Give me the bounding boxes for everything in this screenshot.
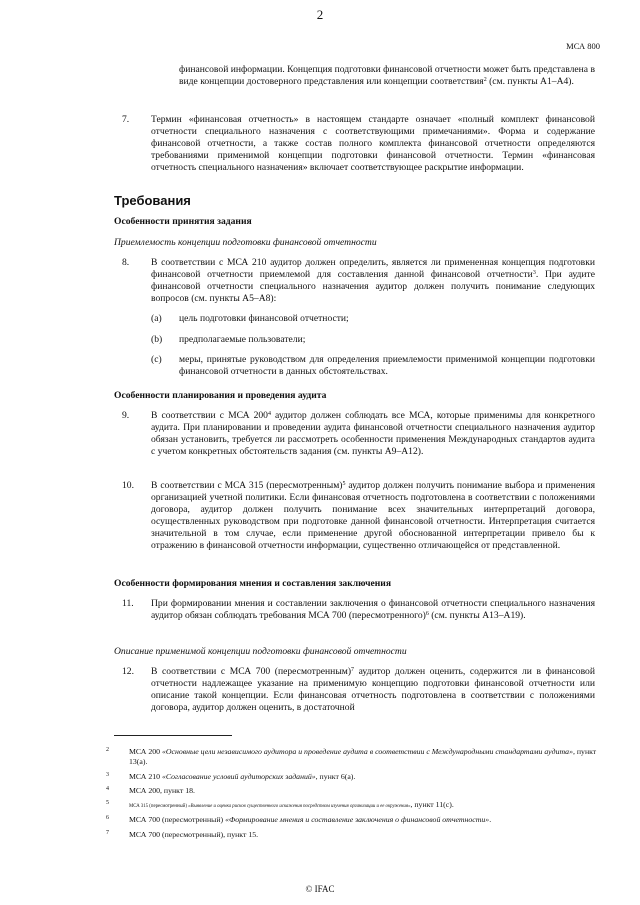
footnote-mark: 2 — [106, 747, 109, 753]
continuation-paragraph: финансовой информации. Концепция подготовки финансовой отчетности может быть представлена в виде концепции достоверного представления или концепции соответствия$^2$ (см. пункты А1–А4). — [179, 64, 595, 87]
standard-code: МСА 800 — [566, 41, 600, 51]
subsection-heading: Особенности принятия задания — [114, 216, 252, 227]
list-item: меры, принятые руководством для определения приемлемости применимой концепции подготовки финансовой отчетности в данных обстоятельствах. — [179, 354, 595, 377]
subsection-heading: Особенности планирования и проведения аудита — [114, 390, 327, 401]
paragraph-10: В соответствии с МСА 315 (пересмотренным)$^5$ аудитор должен получить понимание выбора и применения организацией учетной политики. Если финансовая отчетность подготовлена в соответствии с положениями договора, аудитор должен получить понимание всех значительных интерпретаций договора, осуществленных руководством при подготовке данной финансовой отчетности. Интерпретация считается значительной в том случае, если применение другой обоснованной интерпретации привело бы к отражению в финансовой отчетности информации, существенно отличающейся от представленной. — [151, 480, 595, 551]
paragraph-number: 8. — [122, 257, 130, 268]
footnote-ref: 6 — [425, 611, 429, 617]
subsection-heading: Особенности формирования мнения и составления заключения — [114, 578, 392, 589]
footnote-ref: 4 — [267, 411, 271, 417]
paragraph-number: 12. — [122, 666, 134, 677]
list-item: предполагаемые пользователи; — [179, 334, 306, 345]
footnote-ref: 7 — [351, 667, 355, 673]
paragraph-9: В соответствии с МСА $200^4$ аудитор должен соблюдать все МСА, которые применимы для конкретного аудита. При планировании и проведении аудита финансовой отчетности специального назначения аудитор обязан установить, требуется ли рассмотреть особенности применения Международных стандартов аудита с учетом конкретных обстоятельств задания (см. пункты А9–А12). — [151, 410, 595, 457]
footnote-ref: 3 — [532, 270, 536, 276]
document-page: 2 МСА 800 финансовой информации. Концепция подготовки финансовой отчетности может быть представлена в виде концепции достоверного представления или концепции соответствия$^2$ (см. пункты А1–А4). 7. Термин «финансовая отчетность» в настоящем стандарте означает «полный комплект финансовой отчетности специального назначения с соответствующими примечаниями». Форма и содержание финансовой отчетности, а также состав полного комплекта финансовой отчетности определяются требованиями применимой концепции подготовки финансовой отчетности. Термин «финансовая отчетность специального назначения» включает соответствующее раскрытие информации. Требования Особенности принятия задания Приемлемость концепции подготовки финансовой отчетности 8. В соответствии с МСА 210 аудитор должен определить, является ли примененная концепция подготовки финансовой отчетности приемлемой для составления данной финансовой отчетности$^3$. При аудите финансовой отчетности специального назначения аудитор должен получить понимание следующих вопросов (см. пункты А5–А8): (a) цель подготовки финансовой отчетности; (b) предполагаемые пользователи; (c) меры, принятые руководством для определения приемлемости применимой концепции подготовки финансовой отчетности в данных обстоятельствах. Особенности планирования и проведения аудита 9. В соответствии с МСА $200^4$ аудитор должен соблюдать все МСА, которые применимы для конкретного аудита. При планировании и проведении аудита финансовой отчетности специального назначения аудитор обязан установить, требуется ли рассмотреть особенности применения Международных стандартов аудита с учетом конкретных обстоятельств задания (см. пункты А9–А12). 10. В соответствии с МСА 315 (пересмотренным)$^5$ аудитор должен получить понимание выбора и применения организацией учетной политики. Если финансовая отчетность подготовлена в соответствии с положениями договора, аудитор должен получить понимание всех значительных интерпретаций договора, осуществленных руководством при подготовке данной финансовой отчетности. Интерпретация считается значительной в том случае, если применение другой обоснованной интерпретации привело бы к отражению в финансовой отчетности информации, существенно отличающейся от представленной. Особенности формирования мнения и составления заключения 11. При формировании мнения и составлении заключения о финансовой отчетности специального назначения аудитор обязан соблюдать требования МСА 700 (пересмотренного)$^6$ (см. пункты А13–А19). Описание применимой концепции подготовки финансовой отчетности 12. В соответствии с МСА 700 (пересмотренным)$^7$ аудитор должен оценить, содержится ли в финансовой отчетности надлежащее указание на применимую концепцию подготовки финансовой отчетности или описание такой концепции. Если финансовая отчетность подготовлена в соответствии с положениями договора, аудитор должен оценить, в достаточной 2 МСА 200 «Основные цели независимого аудитора и проведение аудита в соответствии с Международными стандартами аудита», пункт 13(а). 3 МСА 210 «Согласование условий аудиторских заданий», пункт 6(а). 4 МСА 200, пункт 18. 5 МСА 315 (пересмотренный) «Выявление и оценка рисков существенного искажения посредством изучения организации и ее окружения», пункт 11(c). 6 МСА 700 (пересмотренный) «Формирование мнения и составление заключения о финансовой отчетности». 7 МСА 700 (пересмотренный), пункт 15. © IFAC — [0, 0, 640, 905]
paragraph-7: Термин «финансовая отчетность» в настоящем стандарте означает «полный комплект финансовой отчетности специального назначения с соответствующими примечаниями». Форма и содержание финансовой отчетности, а также состав полного комплекта финансовой отчетности определяются требованиями применимой концепции подготовки финансовой отчетности. Термин «финансовая отчетность специального назначения» включает соответствующее раскрытие информации. — [151, 114, 595, 173]
footnote-mark: 3 — [106, 772, 109, 778]
footnote-ref: 2 — [483, 77, 487, 83]
paragraph-number: 10. — [122, 480, 134, 491]
paragraph-number: 7. — [122, 114, 130, 125]
paragraph-12: В соответствии с МСА 700 (пересмотренным)$^7$ аудитор должен оценить, содержится ли в финансовой отчетности надлежащее указание на применимую концепцию подготовки финансовой отчетности или описание такой концепции. Если финансовая отчетность подготовлена в соответствии с положениями договора, аудитор должен оценить, в достаточной — [151, 666, 595, 713]
list-item: цель подготовки финансовой отчетности; — [179, 313, 349, 324]
page-number: 2 — [316, 7, 324, 22]
footnote-ref: 5 — [342, 481, 346, 487]
paragraph-number: 9. — [122, 410, 130, 421]
list-item-label: (b) — [151, 334, 163, 345]
list-item-label: (a) — [151, 313, 162, 324]
footnote-mark: 5 — [106, 800, 109, 806]
subsection-subheading: Приемлемость концепции подготовки финансовой отчетности — [114, 237, 377, 248]
paragraph-8: В соответствии с МСА 210 аудитор должен определить, является ли примененная концепция подготовки финансовой отчетности приемлемой для составления данной финансовой отчетности$^3$. При аудите финансовой отчетности специального назначения аудитор должен получить понимание следующих вопросов (см. пункты А5–А8): — [151, 257, 596, 304]
paragraph-11: При формировании мнения и составлении заключения о финансовой отчетности специального назначения аудитор обязан соблюдать требования МСА 700 (пересмотренного)$^6$ (см. пункты А13–А19). — [151, 598, 595, 621]
list-item-label: (c) — [151, 354, 162, 365]
subsection-subheading: Описание применимой концепции подготовки финансовой отчетности — [114, 646, 407, 657]
paragraph-number: 11. — [122, 598, 134, 609]
footnote-mark: 7 — [106, 830, 109, 836]
footnote-separator — [114, 735, 232, 736]
section-heading: Требования — [114, 193, 191, 208]
footnote-mark: 4 — [106, 786, 109, 792]
copyright: © IFAC — [305, 884, 335, 894]
footnote-mark: 6 — [106, 815, 109, 821]
